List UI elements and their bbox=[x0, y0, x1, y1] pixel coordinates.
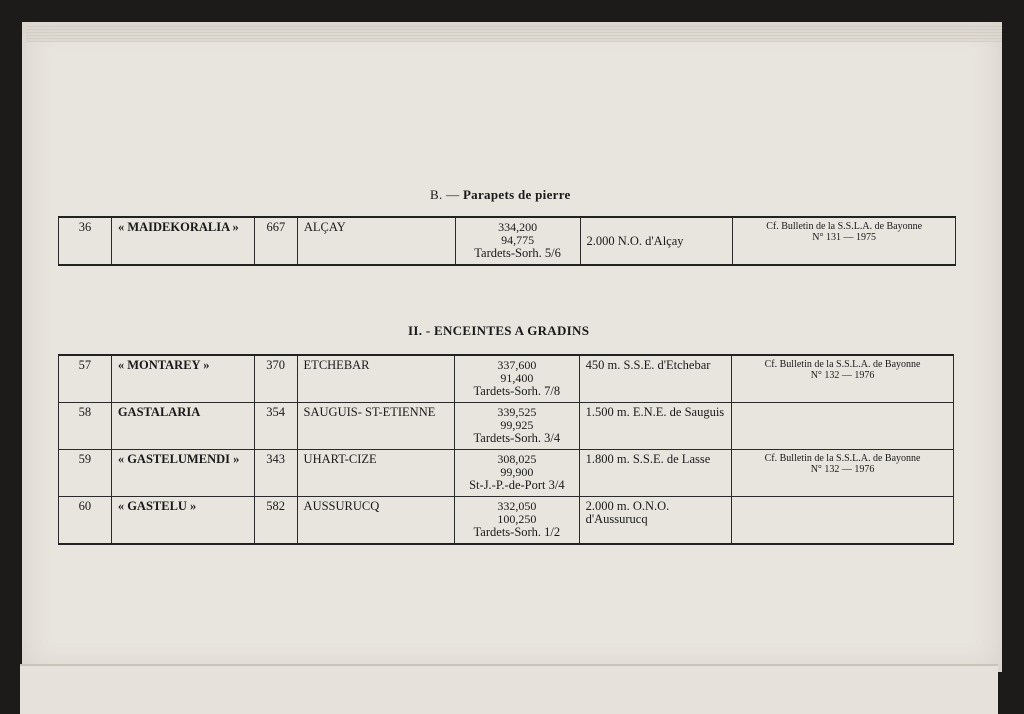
altitude: 667 bbox=[254, 217, 297, 265]
coordinates: 334,200 94,775 Tardets-Sorh. 5/6 bbox=[455, 217, 580, 265]
reference bbox=[732, 497, 954, 545]
reference: Cf. Bulletin de la S.S.L.A. de Bayonne N° 132 — 1976 bbox=[732, 355, 954, 403]
book-page bbox=[22, 22, 1002, 672]
row-number: 59 bbox=[59, 450, 112, 497]
section-ii-heading: II. - ENCEINTES A GRADINS bbox=[408, 323, 590, 338]
next-page-edge bbox=[20, 664, 998, 714]
site-name: « MAIDEKORALIA » bbox=[111, 217, 254, 265]
commune: SAUGUIS- ST-ETIENNE bbox=[297, 403, 455, 450]
commune: AUSSURUCQ bbox=[297, 497, 455, 545]
reference: Cf. Bulletin de la S.S.L.A. de Bayonne N° 132 — 1976 bbox=[732, 450, 954, 497]
coordinates: 308,025 99,900 St-J.-P.-de-Port 3/4 bbox=[455, 450, 580, 497]
commune: UHART-CIZE bbox=[297, 450, 455, 497]
location: 1.800 m. S.S.E. de Lasse bbox=[579, 450, 731, 497]
table-row bbox=[59, 497, 954, 545]
altitude: 354 bbox=[254, 403, 297, 450]
site-name: « GASTELUMENDI » bbox=[111, 450, 254, 497]
coordinates: 339,525 99,925 Tardets-Sorh. 3/4 bbox=[455, 403, 580, 450]
table-row bbox=[59, 217, 956, 265]
location: 2.000 m. O.N.O. d'Aussurucq bbox=[579, 497, 731, 545]
enceintes-table bbox=[58, 354, 954, 545]
commune: ALÇAY bbox=[297, 217, 455, 265]
coordinates: 337,600 91,400 Tardets-Sorh. 7/8 bbox=[455, 355, 580, 403]
row-number: 57 bbox=[59, 355, 112, 403]
table-row bbox=[59, 403, 954, 450]
section-b-heading: B. — Parapets de pierre bbox=[430, 187, 571, 202]
location: 450 m. S.S.E. d'Etchebar bbox=[579, 355, 731, 403]
row-number: 58 bbox=[59, 403, 112, 450]
coordinates: 332,050 100,250 Tardets-Sorh. 1/2 bbox=[455, 497, 580, 545]
location: 2.000 N.O. d'Alçay bbox=[580, 217, 733, 265]
page-edge bbox=[26, 24, 1002, 42]
reference bbox=[732, 403, 954, 450]
location: 1.500 m. E.N.E. de Sauguis bbox=[579, 403, 731, 450]
table-row bbox=[59, 450, 954, 497]
site-name: GASTALARIA bbox=[111, 403, 254, 450]
site-name: « GASTELU » bbox=[111, 497, 254, 545]
row-number: 36 bbox=[59, 217, 112, 265]
altitude: 370 bbox=[254, 355, 297, 403]
reference: Cf. Bulletin de la S.S.L.A. de Bayonne N° 131 — 1975 bbox=[733, 217, 956, 265]
site-name: « MONTAREY » bbox=[111, 355, 254, 403]
parapets-table bbox=[58, 216, 956, 266]
commune: ETCHEBAR bbox=[297, 355, 455, 403]
altitude: 343 bbox=[254, 450, 297, 497]
row-number: 60 bbox=[59, 497, 112, 545]
table-row bbox=[59, 355, 954, 403]
altitude: 582 bbox=[254, 497, 297, 545]
